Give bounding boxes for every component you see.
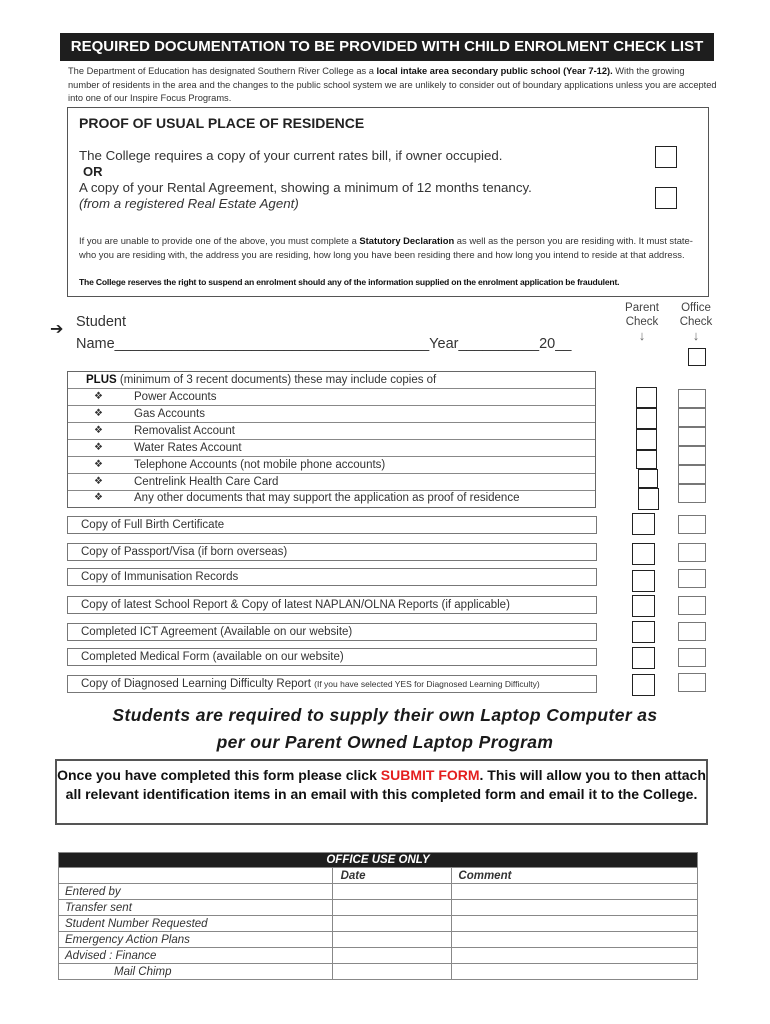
document-label: Copy of Immunisation Records (81, 571, 239, 583)
laptop-notice-line2: per our Parent Owned Laptop Program (216, 732, 554, 752)
intro-text-1: The Department of Education has designated Southern River College as a (68, 66, 377, 76)
diamond-bullet-icon: ❖ (94, 408, 103, 419)
item-label: Water Rates Account (134, 442, 242, 454)
table-row (59, 900, 698, 916)
comment-column-header: Comment (452, 868, 698, 884)
row-label: Transfer sent (59, 900, 333, 916)
comment-cell[interactable] (452, 932, 698, 948)
item-label: Power Accounts (134, 391, 217, 403)
rates-bill-option: The College requires a copy of your current rates bill, if owner occupied. (79, 148, 503, 163)
diamond-bullet-icon: ❖ (94, 391, 103, 402)
office-use-heading: OFFICE USE ONLY (59, 853, 698, 868)
parent-header-line2: Check (625, 315, 659, 328)
arrow-right-icon: ➔ (50, 321, 64, 338)
table-row (59, 932, 698, 948)
office-checkbox[interactable] (678, 465, 706, 484)
parent-checkbox[interactable] (632, 621, 655, 643)
rental-agreement-checkbox[interactable] (655, 187, 677, 209)
intro-paragraph (68, 65, 718, 106)
date-column-header: Date (332, 868, 452, 884)
office-header-line1: Office (681, 302, 711, 314)
intro-text-bold: local intake area secondary public school (Year 7-12). (376, 66, 613, 76)
diamond-bullet-icon: ❖ (94, 425, 103, 436)
office-checkbox[interactable] (678, 569, 706, 588)
table-row (59, 884, 698, 900)
parent-checkbox[interactable] (636, 387, 657, 408)
document-label: Copy of Passport/Visa (if born overseas) (81, 546, 288, 558)
office-checkbox[interactable] (678, 673, 706, 692)
list-item (68, 423, 595, 440)
parent-header-line1: Parent (625, 302, 659, 314)
table-row (59, 948, 698, 964)
parent-checkbox[interactable] (632, 647, 655, 669)
document-row-immunisation (67, 568, 597, 586)
fraud-warning: The College reserves the right to suspend an enrolment should any of the information supplied on the enrolment application be fraudulent. (79, 277, 620, 287)
diamond-bullet-icon: ❖ (94, 476, 103, 487)
row-label: Emergency Action Plans (59, 932, 333, 948)
office-check-header (670, 302, 722, 343)
date-cell[interactable] (332, 964, 452, 980)
intro-text-2: With the growing number of residents in the area and the changes to the public school system we are unlikely to consider out of boundary applications unless you are accepted into one of our Inspire Focus Programs. (68, 66, 717, 104)
submit-instructions (55, 759, 708, 825)
or-label: OR (83, 164, 103, 179)
office-checkbox[interactable] (678, 515, 706, 534)
rental-option-note: (from a registered Real Estate Agent) (79, 196, 299, 211)
document-row-learning-difficulty (67, 675, 597, 693)
rates-bill-checkbox[interactable] (655, 146, 677, 168)
diamond-bullet-icon: ❖ (94, 492, 103, 503)
office-use-table (58, 852, 698, 980)
document-row-birth-certificate (67, 516, 597, 534)
date-cell[interactable] (332, 932, 452, 948)
student-office-checkbox[interactable] (688, 348, 706, 366)
row-label: Student Number Requested (59, 916, 333, 932)
office-checkbox[interactable] (678, 596, 706, 615)
parent-checkbox[interactable] (636, 450, 657, 469)
comment-cell[interactable] (452, 884, 698, 900)
office-checkbox[interactable] (678, 427, 706, 446)
comment-cell[interactable] (452, 964, 698, 980)
office-checkbox[interactable] (678, 389, 706, 408)
residence-heading: PROOF OF USUAL PLACE OF RESIDENCE (79, 115, 365, 131)
parent-checkbox[interactable] (636, 429, 657, 450)
submit-form-link[interactable]: SUBMIT FORM (380, 767, 480, 783)
comment-cell[interactable] (452, 948, 698, 964)
item-label: Centrelink Health Care Card (134, 476, 279, 488)
office-header-line2: Check (679, 315, 713, 328)
item-label: Removalist Account (134, 425, 235, 437)
statutory-note-1: If you are unable to provide one of the above, you must complete a (79, 235, 360, 246)
submit-text-1: Once you have completed this form please click (57, 767, 381, 783)
office-checkbox[interactable] (678, 484, 706, 503)
submit-text-2: . This will allow you to then attach all relevant identification items in an email with this completed form and email it to the College. (65, 767, 706, 802)
statutory-declaration-term: Statutory Declaration (359, 235, 455, 246)
document-label: Copy of Full Birth Certificate (81, 519, 225, 531)
date-cell[interactable] (332, 884, 452, 900)
parent-checkbox[interactable] (638, 469, 658, 488)
office-checkbox[interactable] (678, 543, 706, 562)
document-note: (If you have selected YES for Diagnosed Learning Difficulty) (314, 679, 540, 689)
comment-cell[interactable] (452, 916, 698, 932)
laptop-notice (40, 702, 730, 756)
document-row-school-report (67, 596, 597, 614)
row-label: Mail Chimp (59, 964, 333, 980)
date-cell[interactable] (332, 948, 452, 964)
parent-checkbox[interactable] (636, 408, 657, 429)
parent-checkbox[interactable] (632, 513, 655, 535)
document-label: Copy of Diagnosed Learning Difficulty Report (81, 678, 315, 690)
plus-heading (68, 372, 595, 389)
row-label: Entered by (59, 884, 333, 900)
document-label: Completed ICT Agreement (Available on our website) (81, 626, 353, 638)
diamond-bullet-icon: ❖ (94, 442, 103, 453)
list-item (68, 440, 595, 457)
list-item (68, 389, 595, 406)
document-row-ict-agreement (67, 623, 597, 641)
parent-checkbox[interactable] (638, 488, 659, 510)
list-item (68, 474, 595, 491)
parent-check-header (616, 302, 668, 343)
row-label: Advised : Finance (59, 948, 333, 964)
document-row-passport (67, 543, 597, 561)
document-label: Copy of latest School Report & Copy of latest NAPLAN/OLNA Reports (if applicable) (81, 599, 510, 611)
diamond-bullet-icon: ❖ (94, 459, 103, 470)
table-row (59, 916, 698, 932)
student-label: Student (76, 314, 126, 330)
page-title: REQUIRED DOCUMENTATION TO BE PROVIDED WITH CHILD ENROLMENT CHECK LIST (60, 33, 714, 61)
document-row-medical-form (67, 648, 597, 666)
table-row (59, 964, 698, 980)
statutory-note-2: as well as the person you are residing with. It must state- who you are residing with, the address you are residing, how long you have been residing there and how long you intend to reside at that address. (79, 235, 693, 261)
student-name-year-field[interactable]: Name_______________________________________Year__________20__ (76, 336, 572, 352)
comment-cell[interactable] (452, 900, 698, 916)
parent-checkbox[interactable] (632, 595, 655, 617)
document-label: Completed Medical Form (available on our website) (81, 651, 344, 663)
list-item (68, 406, 595, 423)
parent-checkbox[interactable] (632, 674, 655, 696)
parent-checkbox[interactable] (632, 570, 655, 592)
office-checkbox[interactable] (678, 648, 706, 667)
item-label: Gas Accounts (134, 408, 205, 420)
office-checkbox[interactable] (678, 446, 706, 465)
item-label: Telephone Accounts (not mobile phone accounts) (134, 459, 386, 471)
plus-text: (minimum of 3 recent documents) these may include copies of (116, 374, 437, 386)
table-cell (59, 868, 333, 884)
rental-option: A copy of your Rental Agreement, showing a minimum of 12 months tenancy. (79, 180, 532, 195)
date-cell[interactable] (332, 900, 452, 916)
plus-label: PLUS (86, 374, 117, 386)
laptop-notice-line1: Students are required to supply their own Laptop Computer as (112, 705, 658, 725)
office-checkbox[interactable] (678, 408, 706, 427)
list-item (68, 490, 595, 507)
arrow-down-icon: ↓ (638, 328, 646, 343)
date-cell[interactable] (332, 916, 452, 932)
item-label: Any other documents that may support the application as proof of residence (134, 492, 520, 504)
list-item (68, 457, 595, 474)
parent-checkbox[interactable] (632, 543, 655, 565)
arrow-down-icon: ↓ (692, 328, 700, 343)
office-checkbox[interactable] (678, 622, 706, 641)
statutory-note (79, 234, 705, 263)
